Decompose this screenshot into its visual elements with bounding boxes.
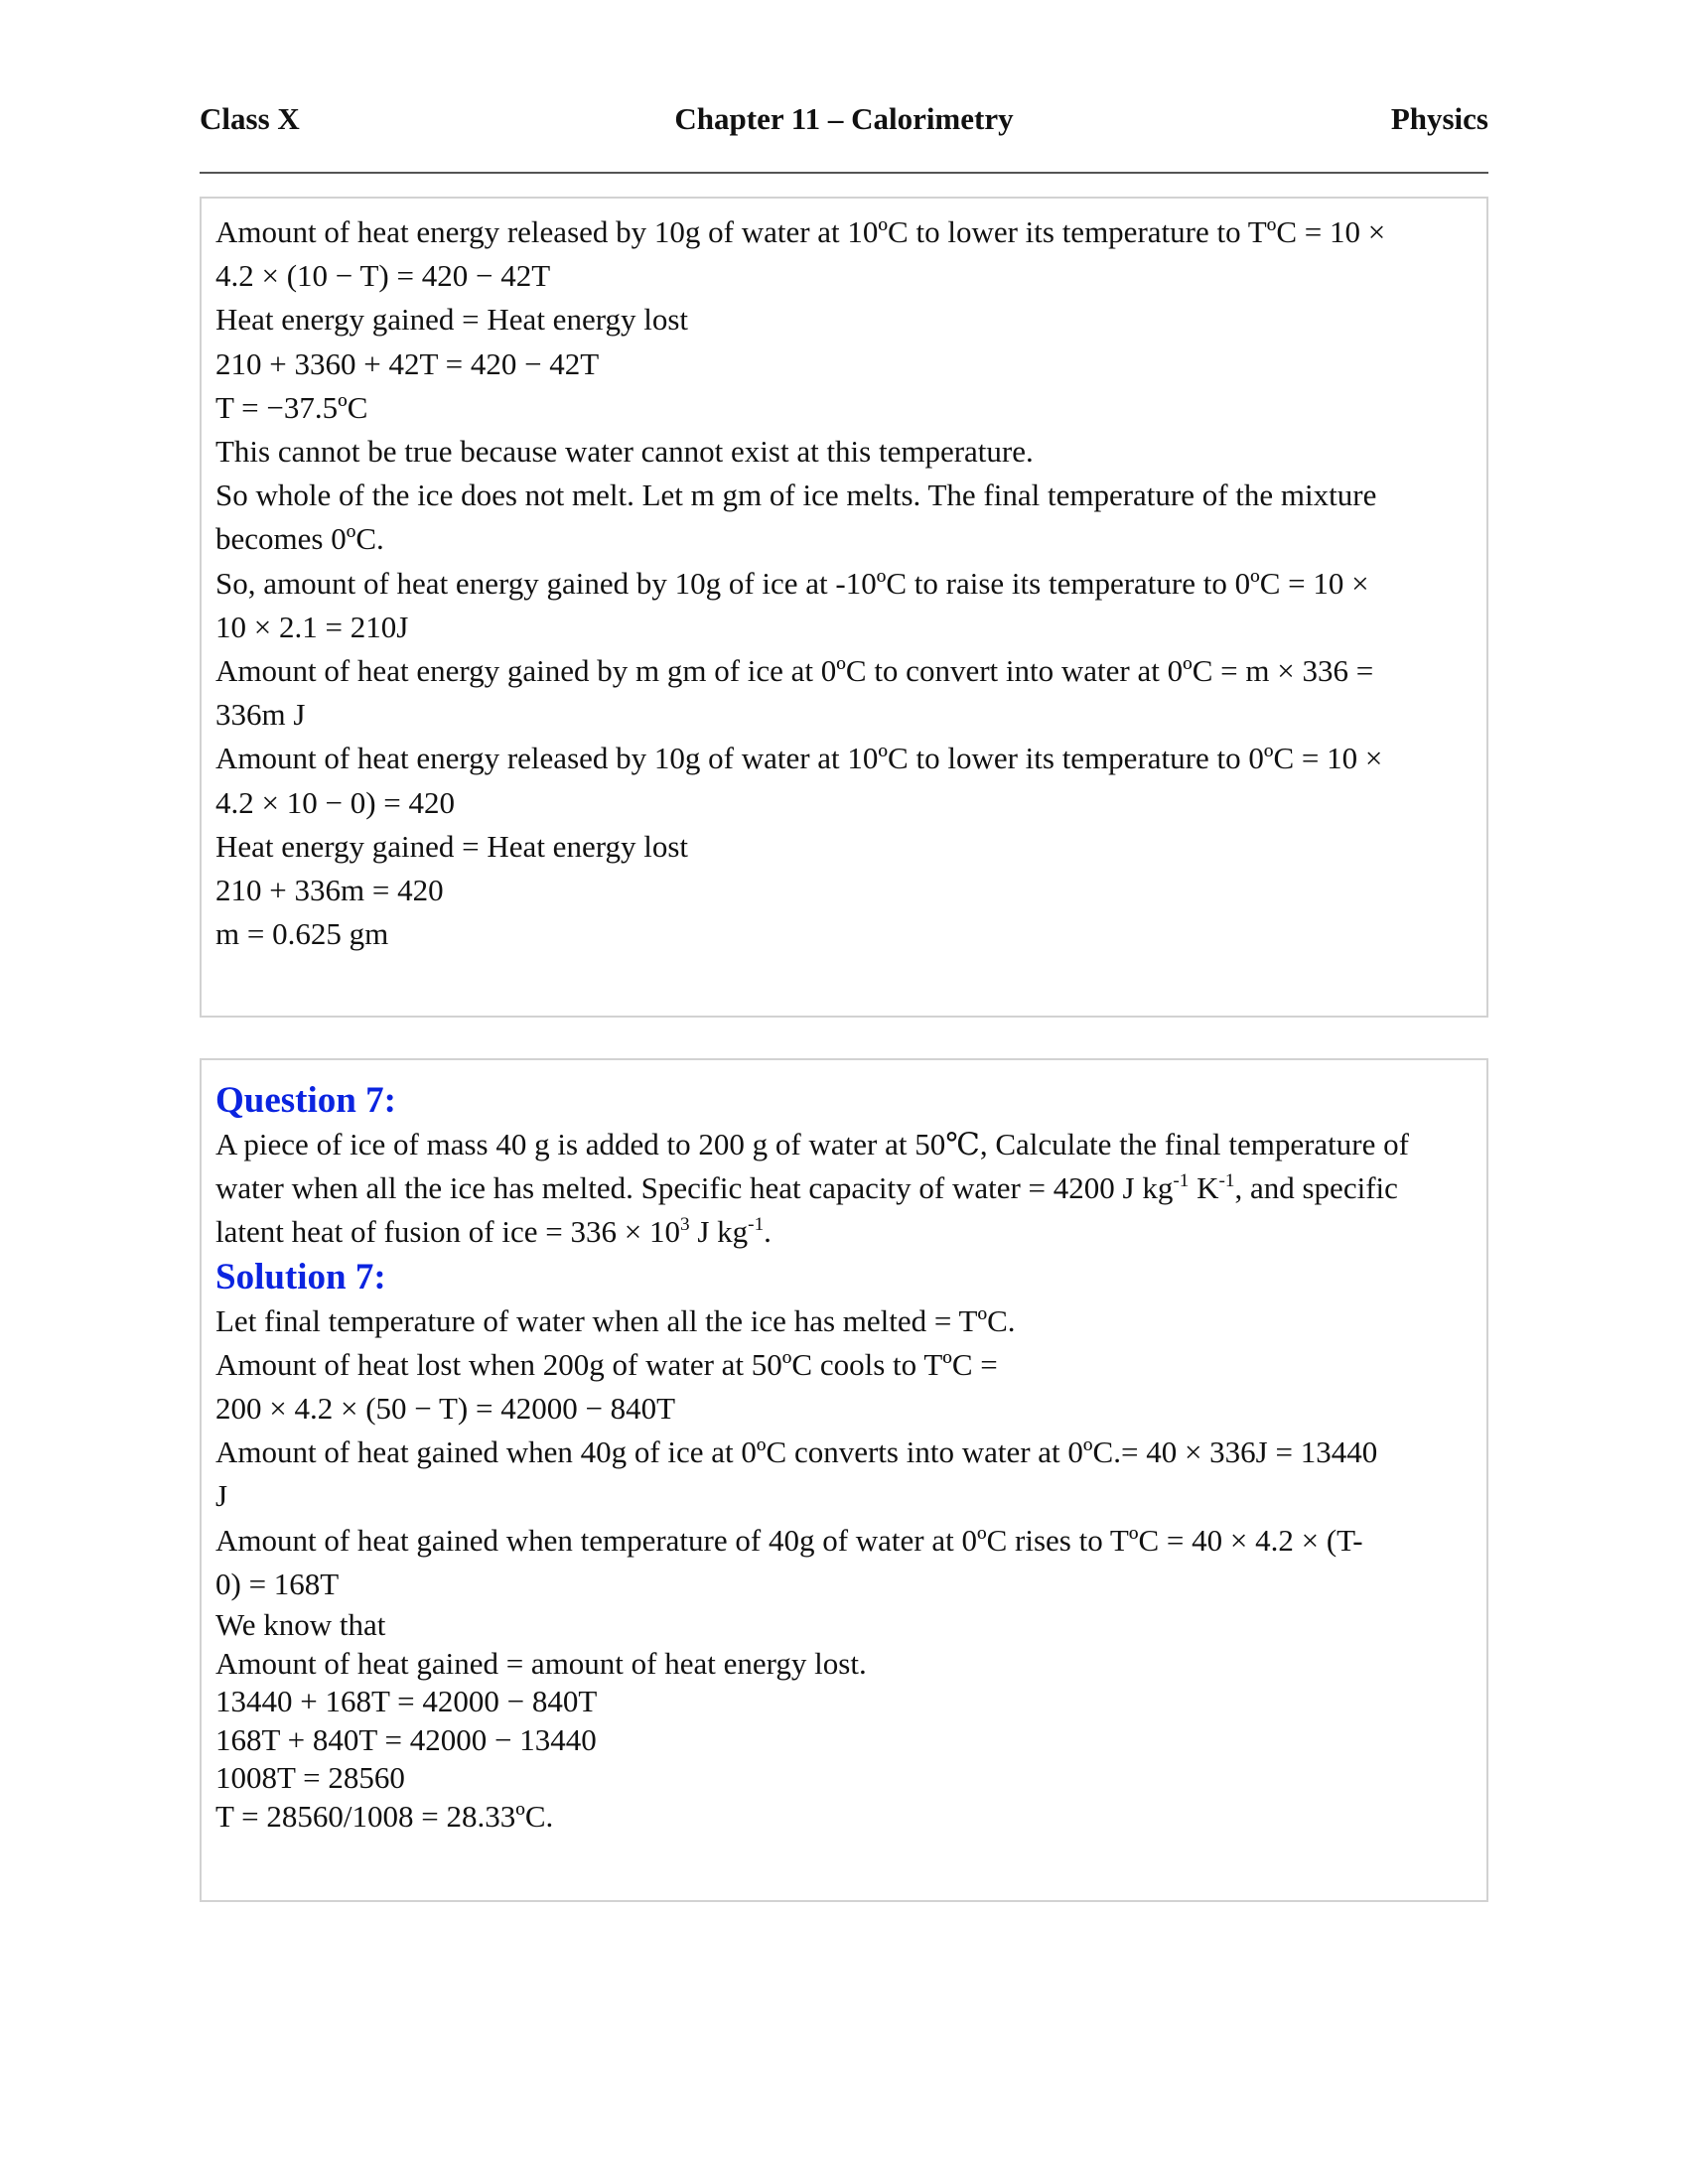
solution-line: 4.2 × (10 − T) = 420 − 42T (215, 258, 551, 294)
superscript: -1 (748, 1214, 765, 1236)
solution-line: 210 + 3360 + 42T = 420 − 42T (215, 345, 600, 381)
solution-line: This cannot be true because water cannot exist at this temperature. (215, 434, 1034, 470)
question-text: K (1189, 1170, 1219, 1206)
solution-line: Amount of heat gained = amount of heat energy lost. (215, 1645, 867, 1681)
superscript: 3 (679, 1214, 690, 1236)
solution-line: Amount of heat lost when 200g of water at 50ºC cools to TºC = (215, 1346, 998, 1382)
solution-line: Amount of heat energy released by 10g of water at 10ºC to lower its temperature to 0ºC = 10 × (215, 741, 1383, 776)
solution-line: 13440 + 168T = 42000 − 840T (215, 1684, 598, 1719)
solution-line: 210 + 336m = 420 (215, 873, 444, 908)
question-text: J kg (689, 1214, 749, 1250)
solution-line: Heat energy gained = Heat energy lost (215, 828, 689, 864)
solution-line: So, amount of heat energy gained by 10g of ice at -10ºC to raise its temperature to 0ºC = 10 × (215, 565, 1369, 601)
header-subject: Physics (1390, 101, 1488, 136)
solution-line: T = 28560/1008 = 28.33ºC. (215, 1798, 554, 1834)
solution-line: 336m J (215, 697, 306, 733)
question-heading: Question 7: (215, 1080, 396, 1121)
superscript: -1 (1218, 1170, 1235, 1192)
continued-solution-box (200, 197, 1488, 1018)
question-7-box (200, 1058, 1488, 1902)
solution-line: T = −37.5ºC (215, 389, 368, 425)
solution-line: 4.2 × 10 − 0) = 420 (215, 784, 456, 820)
question-text: latent heat of fusion of ice = 336 × 10 (215, 1214, 680, 1250)
question-text: water when all the ice has melted. Specific heat capacity of water = 4200 J kg (215, 1170, 1174, 1206)
header-class: Class X (200, 101, 300, 136)
header-chapter: Chapter 11 – Calorimetry (674, 101, 1014, 136)
solution-line: J (215, 1478, 228, 1514)
solution-line: 10 × 2.1 = 210J (215, 609, 409, 644)
superscript: -1 (1173, 1170, 1190, 1192)
question-text: . (764, 1214, 772, 1250)
solution-line: 168T + 840T = 42000 − 13440 (215, 1721, 597, 1757)
solution-line: Let final temperature of water when all the ice has melted = TºC. (215, 1302, 1016, 1338)
solution-line: We know that (215, 1607, 386, 1643)
question-text-line (215, 1166, 1475, 1210)
solution-line: 0) = 168T (215, 1566, 340, 1601)
question-text-line: A piece of ice of mass 40 g is added to 200 g of water at 50℃, Calculate the final temperature of (215, 1127, 1409, 1161)
solution-line: Amount of heat energy released by 10g of water at 10ºC to lower its temperature to TºC = 10 × (215, 214, 1386, 249)
solution-line: Amount of heat gained when 40g of ice at 0ºC converts into water at 0ºC.= 40 × 336J = 13440 (215, 1434, 1378, 1470)
solution-heading: Solution 7: (215, 1256, 386, 1297)
solution-line: Amount of heat energy gained by m gm of ice at 0ºC to convert into water at 0ºC = m × 336 = (215, 653, 1374, 689)
solution-line: becomes 0ºC. (215, 521, 384, 557)
question-text-line (215, 1210, 1475, 1254)
solution-line: 1008T = 28560 (215, 1760, 405, 1796)
question-text: , and specific (1234, 1170, 1398, 1206)
solution-line: m = 0.625 gm (215, 916, 389, 952)
solution-line: Amount of heat gained when temperature of 40g of water at 0ºC rises to TºC = 40 × 4.2 × (T- (215, 1522, 1363, 1558)
solution-line: Heat energy gained = Heat energy lost (215, 302, 689, 338)
header-divider (200, 172, 1488, 174)
solution-line: 200 × 4.2 × (50 − T) = 42000 − 840T (215, 1391, 676, 1427)
page-header (200, 99, 1488, 139)
solution-line: So whole of the ice does not melt. Let m gm of ice melts. The final temperature of the mixture (215, 478, 1377, 513)
